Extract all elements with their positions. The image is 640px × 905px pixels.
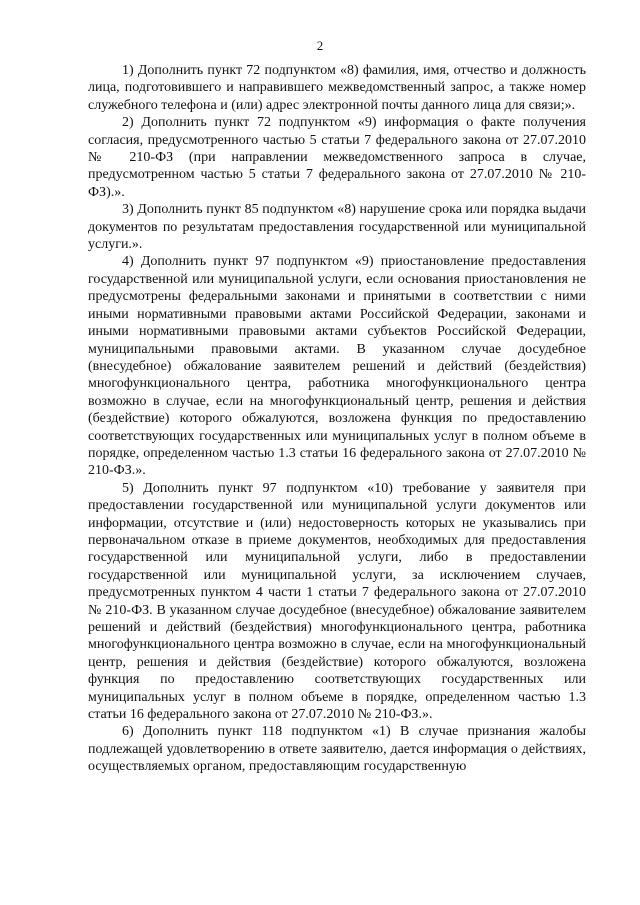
paragraph-3: 3) Дополнить пункт 85 подпунктом «8) нарушение срока или порядка выдачи документов по результатам предоставления государственной или муниципальной услуги.». [88, 202, 586, 253]
paragraph-1: 1) Дополнить пункт 72 подпунктом «8) фамилия, имя, отчество и должность лица, подготовившего и направившего межведомственный запрос, а также номер служебного телефона и (или) адрес электронной почты данного лица для связи;». [88, 63, 586, 113]
document-body [88, 62, 586, 776]
paragraph-5: 5) Дополнить пункт 97 подпунктом «10) требование у заявителя при предоставлении государственной или муниципальной услуги документов или информации, отсутствие и (или) недостоверность которых не указывались при первоначальном отказе в приеме документов, необходимых для предоставления государственной или муниципальной услуги, либо в предоставлении государственной или муниципальной услуги, за исключением случаев, предусмотренных пунктом 4 части 1 статьи 7 федерального закона от 27.07.2010 № 210-ФЗ. В указанном случае досудебное (внесудебное) обжалование заявителем решений и действий (бездействия) многофункционального центра, работника многофункционального центра возможно в случае, если на многофункциональный центр, решения и действия (бездействие) которого обжалуются, возложена функция по предоставлению соответствующих государственных или муниципальных услуг в полном объеме в порядке, определенном частью 1.3 статьи 16 федерального закона от 27.07.2010 № 210-ФЗ.». [88, 480, 586, 723]
paragraph-4: 4) Дополнить пункт 97 подпунктом «9) приостановление предоставления государственной или муниципальной услуги, если основания приостановления не предусмотрены федеральными законами и принятыми в соответствии с ними иными нормативными правовыми актами Российской Федерации, законами и иными нормативными правовыми актами субъектов Российской Федерации, муниципальными правовыми актами. В указанном случае досудебное (внесудебное) обжалование заявителем решений и действий (бездействия) многофункционального центра, работника многофункционального центра возможно в случае, если на многофункциональный центр, решения и действия (бездействие) которого обжалуются, возложена функция по предоставлению соответствующих государственных или муниципальных услуг в полном объеме в порядке, определенном частью 1.3 статьи 16 федерального закона от 27.07.2010 № 210-ФЗ.». [88, 254, 586, 479]
page-number: 2 [316, 38, 324, 53]
paragraph-2: 2) Дополнить пункт 72 подпунктом «9) информация о факте получения согласия, предусмотренного частью 5 статьи 7 федерального закона от 27.07.2010 № 210-ФЗ (при направлении межведомственного запроса в случае, предусмотренном частью 5 статьи 7 федерального закона от 27.07.2010 № 210-ФЗ).». [88, 115, 586, 200]
paragraph-6: 6) Дополнить пункт 118 подпунктом «1) В случае признания жалобы подлежащей удовлетворению в ответе заявителю, дается информация о действиях, осуществляемых органом, предоставляющим государственную [88, 724, 586, 775]
